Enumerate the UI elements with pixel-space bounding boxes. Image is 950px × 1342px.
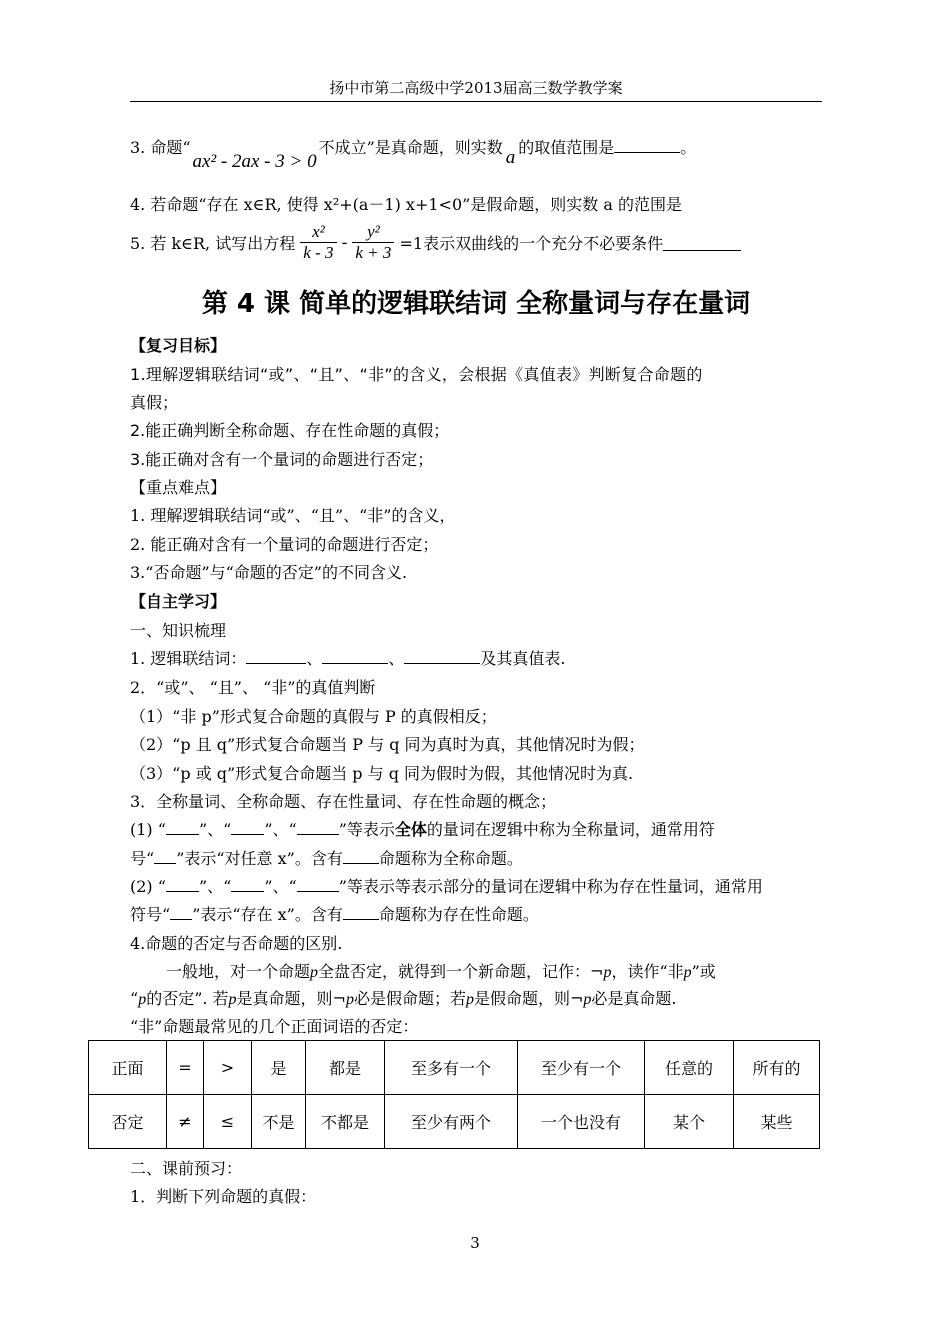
answer-blank[interactable] [166, 890, 199, 892]
variable-p: p [310, 964, 319, 981]
table-cell: 所有的 [734, 1041, 820, 1095]
text: 符号“ [130, 905, 171, 924]
text: ”、“ [264, 877, 297, 896]
knowledge-1-suffix: 及其真值表. [480, 649, 566, 668]
text: 一般地，对一个命题 [166, 962, 311, 981]
page-header: 扬中市第二高级中学2013届高三数学教学案 [130, 77, 822, 102]
problem-5 [130, 222, 741, 263]
section-preview: 二、课前预习： [130, 1159, 243, 1178]
table-cell: 不是 [252, 1095, 306, 1149]
table-row-positive [89, 1041, 820, 1095]
answer-blank[interactable] [231, 833, 264, 835]
table-cell: 某个 [645, 1095, 734, 1149]
text: ”、“ [198, 877, 232, 896]
key-points-heading: 【重点难点】 [130, 478, 227, 497]
table-cell: 某些 [734, 1095, 820, 1149]
page-number: 3 [470, 1234, 480, 1252]
knowledge-2-3: （3）“p 或 q”形式复合命题当 p 与 q 同为假时为假，其他情况时为真. [130, 764, 634, 783]
text: ”表示“对任意 x”。含有 [176, 849, 343, 868]
knowledge-1 [130, 646, 565, 669]
text: 号“ [130, 849, 155, 868]
knowledge-3: 3．全称量词、全称命题、存在性量词、存在性命题的概念； [130, 792, 557, 811]
text: 全盘否定，就得到一个新命题，记作：¬ [318, 962, 604, 981]
preview-question-1: 1．判断下列命题的真假： [130, 1187, 317, 1206]
key-point-2: 2. 能正确对含有一个量词的命题进行否定； [130, 535, 439, 554]
lesson-title: 第 4 课 简单的逻辑联结词 全称量词与存在量词 [201, 289, 751, 319]
problem-5-prefix: 5. 若 k∈R, 试写出方程 [130, 234, 296, 253]
text: “ [130, 989, 139, 1008]
answer-blank[interactable] [170, 918, 192, 920]
knowledge-3-1 [130, 817, 715, 840]
answer-blank[interactable] [663, 249, 741, 251]
knowledge-2-2: （2）“p 且 q”形式复合命题当 P 与 q 同为真时为真，其他情况时为假； [130, 735, 645, 754]
text: 的量词在逻辑中称为全称量词，通常用符 [426, 820, 715, 839]
text: (2) “ [130, 877, 166, 896]
key-point-3: 3.“否命题”与“命题的否定”的不同含义. [130, 563, 408, 582]
negation-paragraph-line-2 [130, 986, 677, 1009]
negation-table [88, 1040, 820, 1149]
text: ”表示“存在 x”。含有 [192, 905, 343, 924]
variable-p: p [603, 964, 612, 981]
knowledge-4: 4.命题的否定与否命题的区别. [130, 934, 343, 953]
text: ”、“ [198, 820, 232, 839]
text: 命题称为全称命题。 [378, 849, 523, 868]
answer-blank[interactable] [166, 833, 199, 835]
review-goal-2: 2.能正确判断全称命题、存在性命题的真假； [130, 421, 450, 440]
text: ，读作“非 [611, 962, 684, 981]
review-goal-3: 3.能正确对含有一个量词的命题进行否定； [130, 450, 434, 469]
answer-blank[interactable] [322, 662, 388, 664]
key-point-1: 1. 理解逻辑联结词“或”、“且”、“非”的含义， [130, 506, 456, 525]
table-row-negation [89, 1095, 820, 1149]
text: 必是真命题. [591, 989, 677, 1008]
text: 必是假命题；若 [353, 989, 466, 1008]
text: 是真命题，则¬ [236, 989, 346, 1008]
variable-p: p [583, 991, 592, 1008]
problem-3 [130, 135, 697, 172]
separator: 、 [306, 649, 323, 668]
fraction-x-numerator: x² [300, 222, 336, 243]
answer-blank[interactable] [343, 862, 379, 864]
text: 的否定”. 若 [146, 989, 229, 1008]
review-goals-heading: 【复习目标】 [130, 336, 227, 355]
table-cell: 至多有一个 [385, 1041, 518, 1095]
table-cell: 不都是 [306, 1095, 385, 1149]
table-cell: 一个也没有 [518, 1095, 645, 1149]
review-goal-1: 1.理解逻辑联结词“或”、“且”、“非”的含义，会根据《真值表》判断复合命题的 [130, 365, 703, 384]
knowledge-3-1-cont [130, 846, 523, 869]
answer-blank[interactable] [246, 662, 306, 664]
text: 等表示部分的量词在逻辑中称为存在性量词，通常用 [394, 877, 763, 896]
answer-blank[interactable] [297, 833, 339, 835]
fraction-y-denominator: k + 3 [355, 243, 392, 262]
problem-3-expression: ax² - 2ax - 3 > 0 [192, 151, 317, 172]
emphasis-text: 全体 [394, 820, 427, 839]
minus-sign: - [341, 232, 348, 252]
table-cell: 否定 [89, 1095, 167, 1149]
knowledge-2-1: （1）“非 p”形式复合命题的真假与 P 的真假相反； [130, 707, 497, 726]
answer-blank[interactable] [404, 662, 480, 664]
text: ”或 [691, 962, 716, 981]
variable-p: p [683, 964, 692, 981]
problem-3-variable: a [505, 147, 516, 168]
variable-p: p [345, 991, 354, 1008]
problem-3-suffix: 的取值范围是 [518, 138, 615, 157]
table-cell: 任意的 [645, 1041, 734, 1095]
fraction-x [300, 222, 336, 263]
text: (1) “ [130, 820, 166, 839]
negation-intro: “非”命题最常见的几个正面词语的否定： [130, 1017, 419, 1036]
table-cell: 至少有两个 [385, 1095, 518, 1149]
fraction-y [352, 222, 394, 263]
negation-paragraph-line-1 [166, 959, 716, 982]
table-cell: > [204, 1041, 252, 1095]
table-cell: 正面 [89, 1041, 167, 1095]
table-cell: 都是 [306, 1041, 385, 1095]
table-cell: ≤ [204, 1095, 252, 1149]
fraction-y-numerator: y² [352, 222, 394, 243]
table-cell: 是 [252, 1041, 306, 1095]
answer-blank[interactable] [614, 151, 680, 153]
text: 命题称为存在性命题。 [378, 905, 539, 924]
answer-blank[interactable] [231, 890, 264, 892]
table-cell: 至少有一个 [518, 1041, 645, 1095]
answer-blank[interactable] [343, 918, 379, 920]
knowledge-2: 2．“或”、 “且”、 “非”的真值判断 [130, 678, 376, 697]
variable-p: p [228, 991, 237, 1008]
problem-5-suffix: =1表示双曲线的一个充分不必要条件 [399, 234, 664, 253]
variable-p: p [465, 991, 474, 1008]
text: 是假命题，则¬ [473, 989, 584, 1008]
problem-3-end: 。 [680, 138, 697, 157]
section-knowledge: 一、知识梳理 [130, 621, 227, 640]
problem-3-mid: 不成立”是真命题，则实数 [318, 138, 503, 157]
answer-blank[interactable] [297, 890, 339, 892]
table-cell: ≠ [167, 1095, 204, 1149]
text: ”等表示 [338, 820, 395, 839]
problem-4: 4. 若命题“存在 x∈R, 使得 x²+(a－1) x+1<0”是假命题，则实数 a 的范围是 [130, 195, 683, 214]
knowledge-3-2-cont [130, 902, 539, 925]
fraction-x-denominator: k - 3 [303, 243, 334, 262]
text: ”等表示 [338, 877, 395, 896]
answer-blank[interactable] [154, 862, 176, 864]
knowledge-1-prefix: 1. 逻辑联结词： [130, 649, 247, 668]
separator: 、 [388, 649, 405, 668]
table-cell: = [167, 1041, 204, 1095]
review-goal-1-cont: 真假； [130, 393, 179, 412]
text: ”、“ [264, 820, 297, 839]
knowledge-3-2 [130, 874, 763, 897]
self-study-heading: 【自主学习】 [130, 592, 227, 611]
variable-p: p [138, 991, 147, 1008]
problem-3-prefix: 3. 命题“ [130, 138, 191, 157]
